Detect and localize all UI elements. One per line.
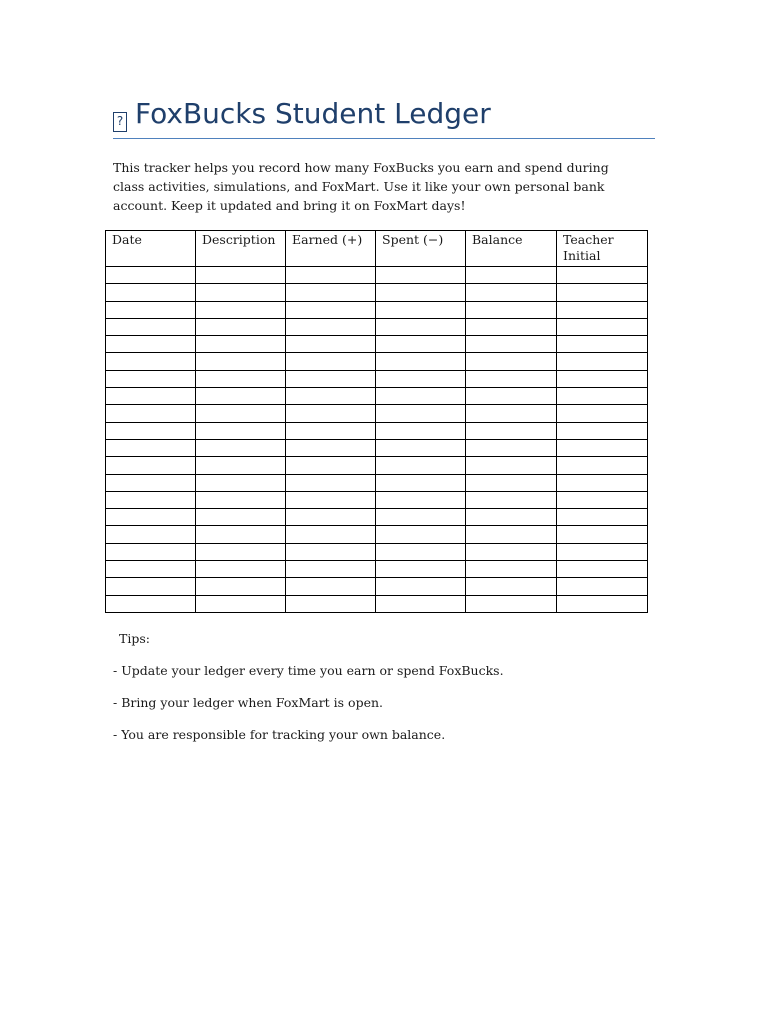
ledger-cell[interactable] <box>286 491 376 508</box>
ledger-cell[interactable] <box>466 267 557 284</box>
ledger-cell[interactable] <box>196 526 286 543</box>
ledger-cell[interactable] <box>106 422 196 439</box>
ledger-cell[interactable] <box>286 543 376 560</box>
ledger-cell[interactable] <box>196 509 286 526</box>
tip-item: - Bring your ledger when FoxMart is open. <box>113 695 384 710</box>
ledger-cell[interactable] <box>196 388 286 405</box>
ledger-cell[interactable] <box>557 595 648 612</box>
ledger-cell[interactable] <box>196 578 286 595</box>
ledger-row <box>106 439 648 456</box>
ledger-cell[interactable] <box>376 267 466 284</box>
ledger-row <box>106 543 648 560</box>
ledger-cell[interactable] <box>376 543 466 560</box>
ledger-cell[interactable] <box>557 474 648 491</box>
ledger-cell[interactable] <box>106 509 196 526</box>
ledger-cell[interactable] <box>196 595 286 612</box>
ledger-cell[interactable] <box>106 370 196 387</box>
ledger-cell[interactable] <box>286 370 376 387</box>
column-header-balance: Balance <box>466 231 557 267</box>
ledger-cell[interactable] <box>196 284 286 301</box>
ledger-cell[interactable] <box>376 439 466 456</box>
ledger-cell[interactable] <box>557 370 648 387</box>
ledger-cell[interactable] <box>106 457 196 474</box>
column-header-description: Description <box>196 231 286 267</box>
ledger-cell[interactable] <box>106 578 196 595</box>
ledger-cell[interactable] <box>376 405 466 422</box>
ledger-cell[interactable] <box>557 422 648 439</box>
ledger-cell[interactable] <box>466 578 557 595</box>
ledger-cell[interactable] <box>196 353 286 370</box>
ledger-cell[interactable] <box>106 595 196 612</box>
column-header-earned: Earned (+) <box>286 231 376 267</box>
ledger-cell[interactable] <box>557 526 648 543</box>
ledger-row <box>106 284 648 301</box>
ledger-cell[interactable] <box>557 578 648 595</box>
ledger-cell[interactable] <box>376 370 466 387</box>
ledger-cell[interactable] <box>466 457 557 474</box>
ledger-cell[interactable] <box>106 561 196 578</box>
ledger-cell[interactable] <box>286 422 376 439</box>
ledger-cell[interactable] <box>106 388 196 405</box>
document-title-text: FoxBucks Student Ledger <box>135 97 491 130</box>
ledger-row <box>106 388 648 405</box>
ledger-row <box>106 301 648 318</box>
ledger-body <box>106 267 648 613</box>
ledger-cell[interactable] <box>286 405 376 422</box>
document-title <box>113 96 655 139</box>
ledger-row <box>106 370 648 387</box>
ledger-cell[interactable] <box>376 578 466 595</box>
ledger-cell[interactable] <box>466 561 557 578</box>
tips-section <box>113 631 653 743</box>
ledger-row <box>106 267 648 284</box>
ledger-cell[interactable] <box>466 284 557 301</box>
ledger-cell[interactable] <box>196 301 286 318</box>
ledger-cell[interactable] <box>376 526 466 543</box>
ledger-cell[interactable] <box>557 543 648 560</box>
ledger-cell[interactable] <box>466 595 557 612</box>
ledger-cell[interactable] <box>196 561 286 578</box>
ledger-row <box>106 595 648 612</box>
ledger-cell[interactable] <box>286 457 376 474</box>
tips-heading: Tips: <box>119 631 150 646</box>
column-header-teacher-initial: Teacher Initial <box>557 231 648 267</box>
ledger-cell[interactable] <box>106 439 196 456</box>
ledger-cell[interactable] <box>466 388 557 405</box>
ledger-cell[interactable] <box>557 267 648 284</box>
ledger-cell[interactable] <box>106 336 196 353</box>
tip-item: - You are responsible for tracking your own balance. <box>113 727 446 742</box>
intro-paragraph: This tracker helps you record how many FoxBucks you earn and spend during class activities, simulations, and FoxMart. Use it like your own personal bank account. Keep it updated and bring it on FoxMart days! <box>113 160 609 213</box>
ledger-cell[interactable] <box>286 578 376 595</box>
ledger-cell[interactable] <box>466 474 557 491</box>
ledger-cell[interactable] <box>286 267 376 284</box>
ledger-row <box>106 526 648 543</box>
ledger-cell[interactable] <box>196 474 286 491</box>
ledger-cell[interactable] <box>286 595 376 612</box>
ledger-row <box>106 491 648 508</box>
ledger-cell[interactable] <box>376 457 466 474</box>
ledger-cell[interactable] <box>376 491 466 508</box>
ledger-cell[interactable] <box>286 561 376 578</box>
ledger-cell[interactable] <box>466 405 557 422</box>
ledger-cell[interactable] <box>557 336 648 353</box>
ledger-cell[interactable] <box>466 370 557 387</box>
ledger-cell[interactable] <box>376 353 466 370</box>
ledger-row <box>106 318 648 335</box>
ledger-cell[interactable] <box>106 526 196 543</box>
ledger-cell[interactable] <box>286 439 376 456</box>
ledger-cell[interactable] <box>196 405 286 422</box>
ledger-cell[interactable] <box>376 509 466 526</box>
ledger-cell[interactable] <box>376 474 466 491</box>
document-page <box>112 96 655 742</box>
ledger-cell[interactable] <box>196 491 286 508</box>
ledger-cell[interactable] <box>286 284 376 301</box>
ledger-cell[interactable] <box>196 457 286 474</box>
ledger-row <box>106 405 648 422</box>
ledger-cell[interactable] <box>106 284 196 301</box>
ledger-cell[interactable] <box>557 405 648 422</box>
ledger-cell[interactable] <box>286 509 376 526</box>
column-header-date: Date <box>106 231 196 267</box>
ledger-cell[interactable] <box>466 491 557 508</box>
ledger-cell[interactable] <box>376 422 466 439</box>
ledger-cell[interactable] <box>557 284 648 301</box>
ledger-cell[interactable] <box>466 318 557 335</box>
ledger-cell[interactable] <box>376 595 466 612</box>
ledger-row <box>106 578 648 595</box>
ledger-cell[interactable] <box>376 301 466 318</box>
ledger-cell[interactable] <box>196 422 286 439</box>
ledger-row <box>106 474 648 491</box>
ledger-cell[interactable] <box>286 526 376 543</box>
ledger-row <box>106 353 648 370</box>
ledger-cell[interactable] <box>466 439 557 456</box>
ledger-cell[interactable] <box>196 267 286 284</box>
ledger-cell[interactable] <box>376 318 466 335</box>
ledger-cell[interactable] <box>376 284 466 301</box>
ledger-cell[interactable] <box>466 336 557 353</box>
ledger-cell[interactable] <box>106 353 196 370</box>
ledger-cell[interactable] <box>106 318 196 335</box>
missing-glyph-icon: ? <box>113 112 127 132</box>
ledger-cell[interactable] <box>557 457 648 474</box>
ledger-cell[interactable] <box>376 388 466 405</box>
ledger-cell[interactable] <box>466 526 557 543</box>
ledger-row <box>106 509 648 526</box>
ledger-cell[interactable] <box>106 267 196 284</box>
ledger-cell[interactable] <box>106 474 196 491</box>
ledger-cell[interactable] <box>106 301 196 318</box>
ledger-cell[interactable] <box>106 491 196 508</box>
ledger-row <box>106 457 648 474</box>
ledger-row <box>106 422 648 439</box>
ledger-cell[interactable] <box>466 509 557 526</box>
ledger-row <box>106 336 648 353</box>
ledger-cell[interactable] <box>196 336 286 353</box>
column-header-spent: Spent (−) <box>376 231 466 267</box>
ledger-cell[interactable] <box>196 318 286 335</box>
ledger-cell[interactable] <box>196 370 286 387</box>
ledger-cell[interactable] <box>557 318 648 335</box>
ledger-cell[interactable] <box>557 439 648 456</box>
ledger-cell[interactable] <box>466 543 557 560</box>
ledger-cell[interactable] <box>196 439 286 456</box>
tip-item: - Update your ledger every time you earn or spend FoxBucks. <box>113 663 504 678</box>
ledger-cell[interactable] <box>376 336 466 353</box>
ledger-cell[interactable] <box>286 336 376 353</box>
ledger-cell[interactable] <box>557 301 648 318</box>
ledger-cell[interactable] <box>286 301 376 318</box>
ledger-cell[interactable] <box>286 353 376 370</box>
ledger-cell[interactable] <box>106 405 196 422</box>
ledger-cell[interactable] <box>557 509 648 526</box>
ledger-cell[interactable] <box>557 561 648 578</box>
ledger-cell[interactable] <box>557 491 648 508</box>
ledger-cell[interactable] <box>196 543 286 560</box>
ledger-cell[interactable] <box>466 353 557 370</box>
ledger-cell[interactable] <box>466 301 557 318</box>
ledger-header-row <box>106 231 648 267</box>
ledger-cell[interactable] <box>106 543 196 560</box>
ledger-table <box>105 230 648 613</box>
ledger-cell[interactable] <box>557 353 648 370</box>
ledger-cell[interactable] <box>466 422 557 439</box>
ledger-cell[interactable] <box>376 561 466 578</box>
ledger-cell[interactable] <box>286 388 376 405</box>
ledger-cell[interactable] <box>286 318 376 335</box>
ledger-row <box>106 561 648 578</box>
ledger-cell[interactable] <box>286 474 376 491</box>
ledger-cell[interactable] <box>557 388 648 405</box>
